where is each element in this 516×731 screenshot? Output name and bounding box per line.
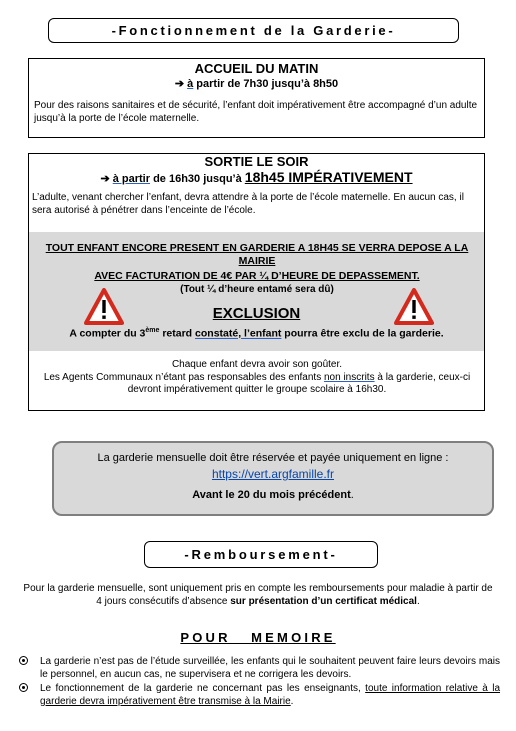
agents-text-a: Les Agents Communaux n’étant pas responsables des enfants xyxy=(43,371,324,383)
deadline-text xyxy=(54,489,492,501)
morning-heading: ACCUEIL DU MATIN xyxy=(194,61,319,76)
agents-text-c: à la garderie, ceux-ci devront impérativement quitter le groupe scolaire à 16h30. xyxy=(127,371,471,395)
remb-text-a: Pour la garderie mensuelle, sont uniquement pris en compte les remboursements pour maladie à partir de 4 jours consécutifs d’absence xyxy=(23,583,493,607)
morning-time xyxy=(29,77,484,90)
right-arrow-icon: ➔ xyxy=(174,78,185,90)
evening-time-text: de 16h30 jusqu’à xyxy=(150,173,245,185)
retard-rule xyxy=(29,327,484,340)
bullet-1-text: La garderie n’est pas de l’étude surveillée, les enfants qui le souhaitent peuvent faire leurs devoirs mais le personnel, en aucun cas, ne supervisera et ne corrigera les devoirs. xyxy=(40,656,500,680)
list-item xyxy=(18,682,500,708)
snack-paragraph xyxy=(33,359,481,397)
argfamille-link[interactable]: https://vert.argfamille.fr xyxy=(211,467,335,481)
remboursement-paragraph xyxy=(20,583,496,608)
retard-text-d: pourra être exclu de la garderie. xyxy=(281,327,444,340)
retard-sup: ème xyxy=(145,327,160,334)
warning-line-3: (Tout ¼ d’heure entamé sera dû) xyxy=(180,284,334,295)
bullet-2-text-c: . xyxy=(290,696,294,707)
bullet-2-text-b: toute information relative à la garderie devra impérativement être transmise à la Mairie xyxy=(40,683,500,707)
bullet-2-text-a: Le fonctionnement de la garderie ne concernant pas les enseignants, xyxy=(40,683,366,694)
retard-text-b: retard xyxy=(159,327,196,340)
circle-bullet-icon xyxy=(19,656,28,665)
warning-line-2: AVEC FACTURATION DE 4€ PAR ¼ D’HEURE DE DEPASSEMENT. xyxy=(94,270,420,282)
morning-paragraph: Pour des raisons sanitaires et de sécurité, l’enfant doit impérativement être accompagné d’un adulte jusqu’à la porte de l’école maternelle. xyxy=(34,100,478,124)
morning-section xyxy=(28,58,485,138)
evening-time-prefix: à partir xyxy=(112,173,151,185)
evening-paragraph: L’adulte, venant chercher l’enfant, devra attendre à la porte de l’école maternelle. En aucun cas, il sera autorisé à pénétrer dans l’enceinte de l’école. xyxy=(32,192,464,216)
circle-bullet-icon xyxy=(19,683,28,692)
online-payment-box xyxy=(52,441,494,516)
morning-time-prefix: à xyxy=(187,78,194,90)
page-title: -Fonctionnement de la Garderie- xyxy=(48,18,459,43)
remb-text-b: sur présentation d’un certificat médical xyxy=(230,595,417,607)
online-line: La garderie mensuelle doit être réservée et payée uniquement en ligne : xyxy=(97,452,449,464)
retard-text-a: A compter du 3 xyxy=(69,327,146,340)
deadline-bold: Avant le 20 du mois précédent xyxy=(192,489,351,501)
evening-heading: SORTIE LE SOIR xyxy=(204,154,309,169)
evening-section xyxy=(28,153,485,411)
warning-line-1: TOUT ENFANT ENCORE PRESENT EN GARDERIE A 18H45 SE VERRA DEPOSE A LA MAIRIE xyxy=(45,242,469,267)
evening-deadline: 18h45 IMPÉRATIVEMENT xyxy=(244,169,413,185)
evening-time xyxy=(29,169,484,185)
right-arrow-icon: ➔ xyxy=(100,173,110,185)
memoire-list xyxy=(18,655,500,709)
deadline-dot: . xyxy=(350,489,354,501)
morning-time-text: partir de 7h30 jusqu’à 8h50 xyxy=(193,78,339,90)
exclusion-heading: EXCLUSION xyxy=(212,305,301,322)
snack-text: Chaque enfant devra avoir son goûter. xyxy=(171,359,343,370)
remboursement-title: -Remboursement- xyxy=(144,541,378,568)
memoire-heading: POUR MEMOIRE xyxy=(180,630,336,645)
agents-text-b: non inscrits xyxy=(324,371,375,383)
list-item xyxy=(18,655,500,681)
remb-text-c: . xyxy=(416,595,420,607)
retard-text-c: constaté, l’enfant xyxy=(195,327,282,340)
